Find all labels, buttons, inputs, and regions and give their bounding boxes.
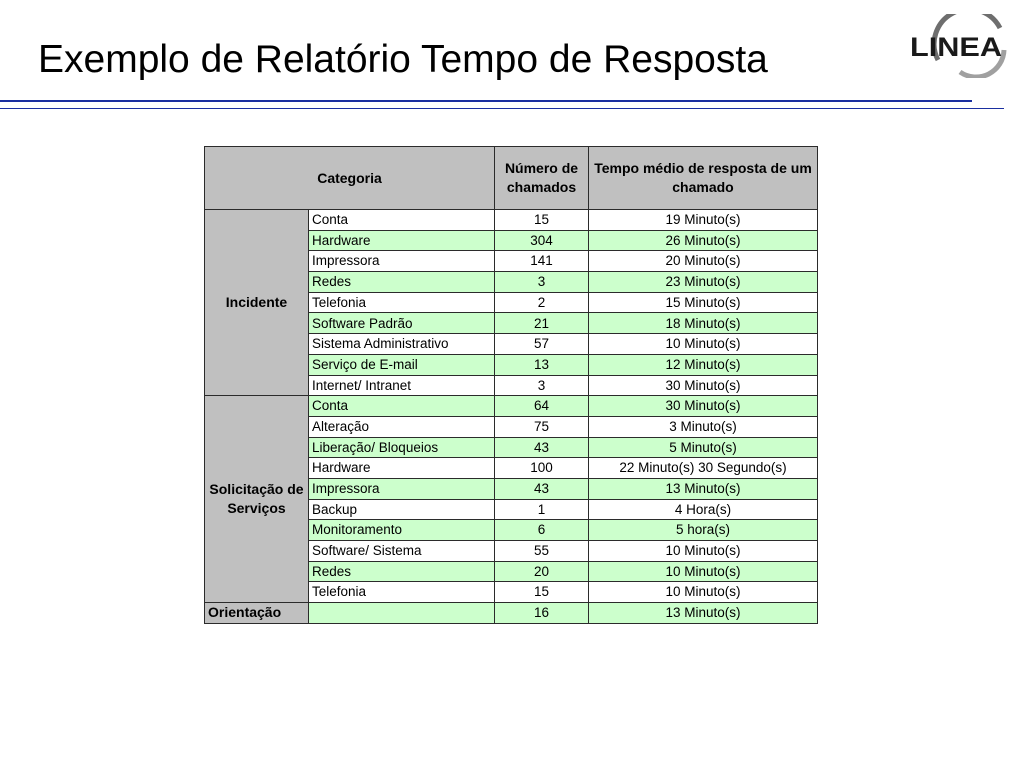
call-count-cell: 16 [495, 603, 589, 624]
call-count-cell: 15 [495, 210, 589, 231]
category-group-label: Solicitação de Serviços [205, 396, 309, 603]
subcategory-cell: Alteração [309, 416, 495, 437]
avg-response-time-cell: 19 Minuto(s) [589, 210, 818, 231]
title-divider [0, 100, 972, 102]
table-row [205, 396, 818, 417]
avg-response-time-cell: 15 Minuto(s) [589, 292, 818, 313]
avg-response-time-cell: 10 Minuto(s) [589, 334, 818, 355]
avg-response-time-cell: 10 Minuto(s) [589, 541, 818, 562]
avg-response-time-cell: 20 Minuto(s) [589, 251, 818, 272]
avg-response-time-cell: 26 Minuto(s) [589, 230, 818, 251]
subcategory-cell: Impressora [309, 478, 495, 499]
slide-title: Exemplo de Relatório Tempo de Resposta [38, 38, 768, 81]
category-group-label: Orientação [205, 603, 309, 624]
avg-response-time-cell: 13 Minuto(s) [589, 603, 818, 624]
avg-response-time-cell: 12 Minuto(s) [589, 354, 818, 375]
call-count-cell: 100 [495, 458, 589, 479]
subcategory-cell: Conta [309, 210, 495, 231]
category-group-label: Incidente [205, 210, 309, 396]
call-count-cell: 6 [495, 520, 589, 541]
table-header-row [205, 147, 818, 210]
subcategory-cell: Backup [309, 499, 495, 520]
table-row [205, 210, 818, 231]
header-tempo-medio: Tempo médio de resposta de um chamado [589, 147, 818, 210]
call-count-cell: 57 [495, 334, 589, 355]
avg-response-time-cell: 4 Hora(s) [589, 499, 818, 520]
title-divider-secondary [0, 108, 1004, 109]
call-count-cell: 15 [495, 582, 589, 603]
call-count-cell: 2 [495, 292, 589, 313]
call-count-cell: 64 [495, 396, 589, 417]
response-time-report-table [204, 146, 818, 624]
call-count-cell: 21 [495, 313, 589, 334]
subcategory-cell: Internet/ Intranet [309, 375, 495, 396]
avg-response-time-cell: 30 Minuto(s) [589, 375, 818, 396]
logo-wordmark: LINEA [910, 32, 1002, 62]
avg-response-time-cell: 23 Minuto(s) [589, 272, 818, 293]
call-count-cell: 304 [495, 230, 589, 251]
table-row [205, 603, 818, 624]
table-body [205, 210, 818, 624]
call-count-cell: 1 [495, 499, 589, 520]
subcategory-cell: Redes [309, 561, 495, 582]
avg-response-time-cell: 18 Minuto(s) [589, 313, 818, 334]
subcategory-cell: Monitoramento [309, 520, 495, 541]
avg-response-time-cell: 3 Minuto(s) [589, 416, 818, 437]
subcategory-cell: Hardware [309, 458, 495, 479]
subcategory-cell: Conta [309, 396, 495, 417]
subcategory-cell: Hardware [309, 230, 495, 251]
subcategory-cell: Impressora [309, 251, 495, 272]
avg-response-time-cell: 22 Minuto(s) 30 Segundo(s) [589, 458, 818, 479]
call-count-cell: 55 [495, 541, 589, 562]
header-categoria: Categoria [205, 147, 495, 210]
call-count-cell: 75 [495, 416, 589, 437]
call-count-cell: 3 [495, 375, 589, 396]
subcategory-cell: Serviço de E-mail [309, 354, 495, 375]
call-count-cell: 13 [495, 354, 589, 375]
call-count-cell: 3 [495, 272, 589, 293]
avg-response-time-cell: 30 Minuto(s) [589, 396, 818, 417]
subcategory-cell: Liberação/ Bloqueios [309, 437, 495, 458]
subcategory-cell: Telefonia [309, 292, 495, 313]
linea-logo [908, 14, 1008, 78]
avg-response-time-cell: 10 Minuto(s) [589, 561, 818, 582]
avg-response-time-cell: 5 Minuto(s) [589, 437, 818, 458]
subcategory-cell [309, 603, 495, 624]
subcategory-cell: Redes [309, 272, 495, 293]
subcategory-cell: Telefonia [309, 582, 495, 603]
header-numero-chamados: Número de chamados [495, 147, 589, 210]
subcategory-cell: Sistema Administrativo [309, 334, 495, 355]
avg-response-time-cell: 5 hora(s) [589, 520, 818, 541]
avg-response-time-cell: 13 Minuto(s) [589, 478, 818, 499]
call-count-cell: 20 [495, 561, 589, 582]
call-count-cell: 43 [495, 437, 589, 458]
subcategory-cell: Software Padrão [309, 313, 495, 334]
call-count-cell: 141 [495, 251, 589, 272]
call-count-cell: 43 [495, 478, 589, 499]
subcategory-cell: Software/ Sistema [309, 541, 495, 562]
avg-response-time-cell: 10 Minuto(s) [589, 582, 818, 603]
